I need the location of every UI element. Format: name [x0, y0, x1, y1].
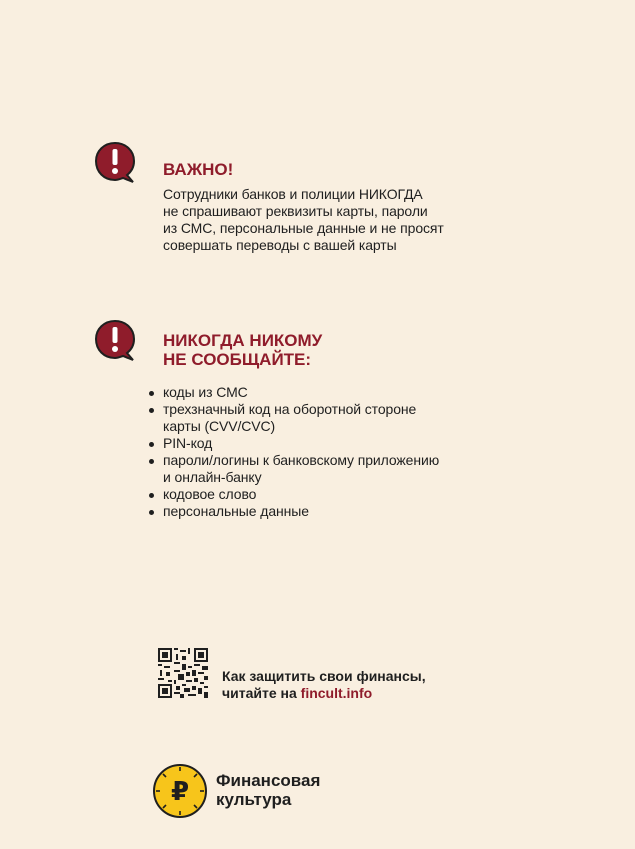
ruble-coin-icon [152, 763, 208, 819]
qr-caption-line1: Как защитить свои финансы, [222, 668, 426, 684]
logo-text: Финансовая культура [216, 771, 321, 809]
qr-code-icon[interactable] [158, 648, 208, 698]
list-item: кодовое слово [145, 486, 485, 503]
list-item: коды из СМС [145, 384, 485, 401]
never-tell-title-line1: НИКОГДА НИКОМУ [163, 331, 323, 350]
qr-caption [222, 668, 426, 702]
never-tell-title [163, 331, 322, 369]
svg-text:₽: ₽ [170, 777, 190, 807]
qr-caption-prefix: читайте на [222, 685, 301, 701]
fincult-link[interactable]: fincult.info [300, 685, 373, 701]
list-item: трехзначный код на оборотной стороне карты (CVV/CVC) [145, 401, 485, 435]
never-tell-title-line2: НЕ СООБЩАЙТЕ: [163, 350, 312, 369]
list-item: персональные данные [145, 503, 485, 520]
important-text: Сотрудники банков и полиции НИКОГДА не спрашивают реквизиты карты, пароли из СМС, персональные данные и не просят совершать переводы с вашей карты [163, 186, 444, 253]
exclamation-speech-bubble-icon [93, 318, 139, 364]
important-title: ВАЖНО! [163, 160, 234, 179]
list-item: пароли/логины к банковскому приложению и онлайн-банку [145, 452, 485, 486]
never-tell-list [145, 384, 485, 520]
exclamation-speech-bubble-icon [93, 140, 139, 186]
list-item: PIN-код [145, 435, 485, 452]
